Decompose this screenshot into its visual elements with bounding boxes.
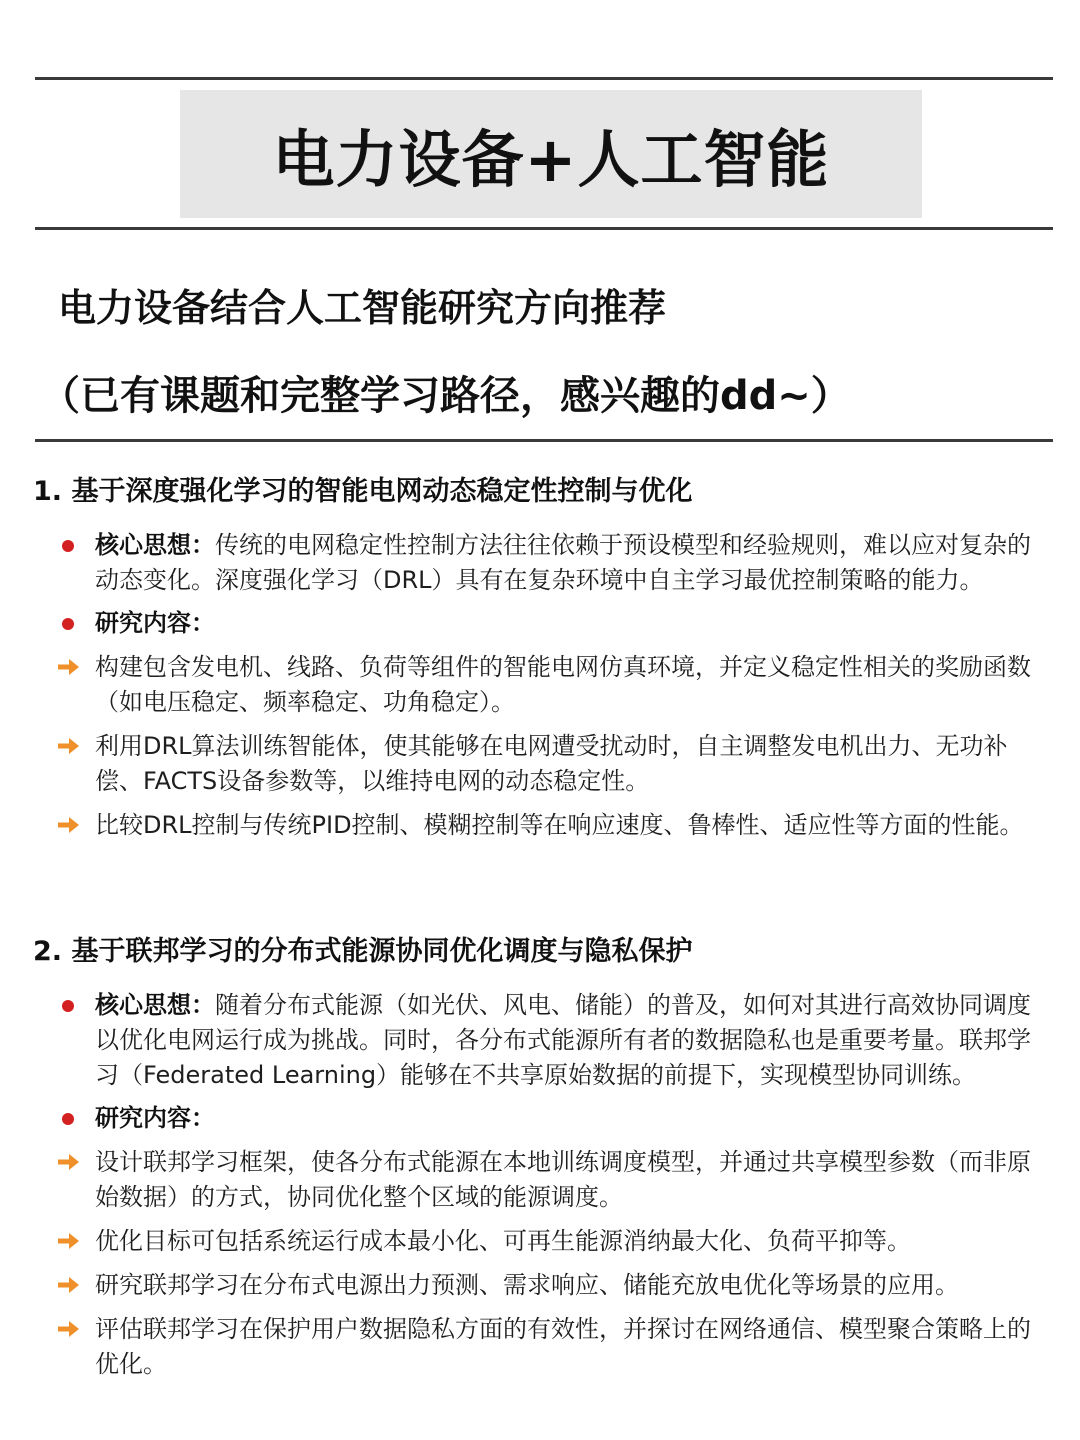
red-dot-bullet-icon	[62, 1000, 74, 1012]
section-1-core-idea	[33, 528, 1043, 598]
list-item	[33, 1145, 1043, 1215]
list-item-text: 构建包含发电机、线路、负荷等组件的智能电网仿真环境，并定义稳定性相关的奖励函数（如电压稳定、频率稳定、功角稳定）。	[95, 653, 1031, 716]
subtitle-line-1: 电力设备结合人工智能研究方向推荐	[58, 286, 667, 330]
research-content-label: 研究内容：	[95, 609, 215, 637]
section-2-research-label	[33, 1101, 1043, 1136]
list-item	[33, 808, 1043, 843]
list-item	[33, 1268, 1043, 1303]
core-idea-text: 传统的电网稳定性控制方法往往依赖于预设模型和经验规则，难以应对复杂的动态变化。深度强化学习（DRL）具有在复杂环境中自主学习最优控制策略的能力。	[95, 531, 1031, 594]
red-dot-bullet-icon	[62, 540, 74, 552]
page-title: 电力设备+人工智能	[272, 122, 830, 196]
list-item-text: 利用DRL算法训练智能体，使其能够在电网遭受扰动时，自主调整发电机出力、无功补偿、FACTS设备参数等，以维持电网的动态稳定性。	[95, 732, 1008, 795]
core-idea-label: 核心思想：	[95, 531, 215, 559]
list-item	[33, 1312, 1043, 1382]
list-item	[33, 729, 1043, 799]
orange-arrow-icon	[55, 811, 83, 839]
list-item-text: 比较DRL控制与传统PID控制、模糊控制等在响应速度、鲁棒性、适应性等方面的性能。	[95, 811, 1024, 839]
list-item	[33, 1224, 1043, 1259]
orange-arrow-icon	[55, 1315, 83, 1343]
section-1	[33, 472, 1043, 843]
core-idea-label: 核心思想：	[95, 991, 215, 1019]
title-bottom-rule	[35, 227, 1053, 230]
section-2-heading: 2. 基于联邦学习的分布式能源协同优化调度与隐私保护	[33, 936, 693, 967]
list-item-text: 研究联邦学习在分布式电源出力预测、需求响应、储能充放电优化等场景的应用。	[95, 1271, 959, 1299]
top-rule	[35, 77, 1053, 80]
section-1-heading: 1. 基于深度强化学习的智能电网动态稳定性控制与优化	[33, 476, 693, 507]
research-content-label: 研究内容：	[95, 1104, 215, 1132]
red-dot-bullet-icon	[62, 618, 74, 630]
orange-arrow-icon	[55, 1227, 83, 1255]
subtitle-line-2: （已有课题和完整学习路径，感兴趣的dd~）	[40, 373, 851, 419]
orange-arrow-icon	[55, 653, 83, 681]
core-idea-text: 随着分布式能源（如光伏、风电、储能）的普及，如何对其进行高效协同调度以优化电网运行成为挑战。同时，各分布式能源所有者的数据隐私也是重要考量。联邦学习（Federated Learning）能够在不共享原始数据的前提下，实现模型协同训练。	[95, 991, 1031, 1089]
list-item-text: 设计联邦学习框架，使各分布式能源在本地训练调度模型，并通过共享模型参数（而非原始数据）的方式，协同优化整个区域的能源调度。	[95, 1148, 1031, 1211]
subtitle-bottom-rule	[35, 439, 1053, 442]
section-2-core-idea	[33, 988, 1043, 1093]
orange-arrow-icon	[55, 732, 83, 760]
orange-arrow-icon	[55, 1148, 83, 1176]
list-item	[33, 650, 1043, 720]
section-1-research-label	[33, 606, 1043, 641]
red-dot-bullet-icon	[62, 1113, 74, 1125]
list-item-text: 评估联邦学习在保护用户数据隐私方面的有效性，并探讨在网络通信、模型聚合策略上的优化。	[95, 1315, 1031, 1378]
orange-arrow-icon	[55, 1271, 83, 1299]
list-item-text: 优化目标可包括系统运行成本最小化、可再生能源消纳最大化、负荷平抑等。	[95, 1227, 911, 1255]
title-banner	[180, 90, 922, 218]
section-2	[33, 932, 1043, 1382]
